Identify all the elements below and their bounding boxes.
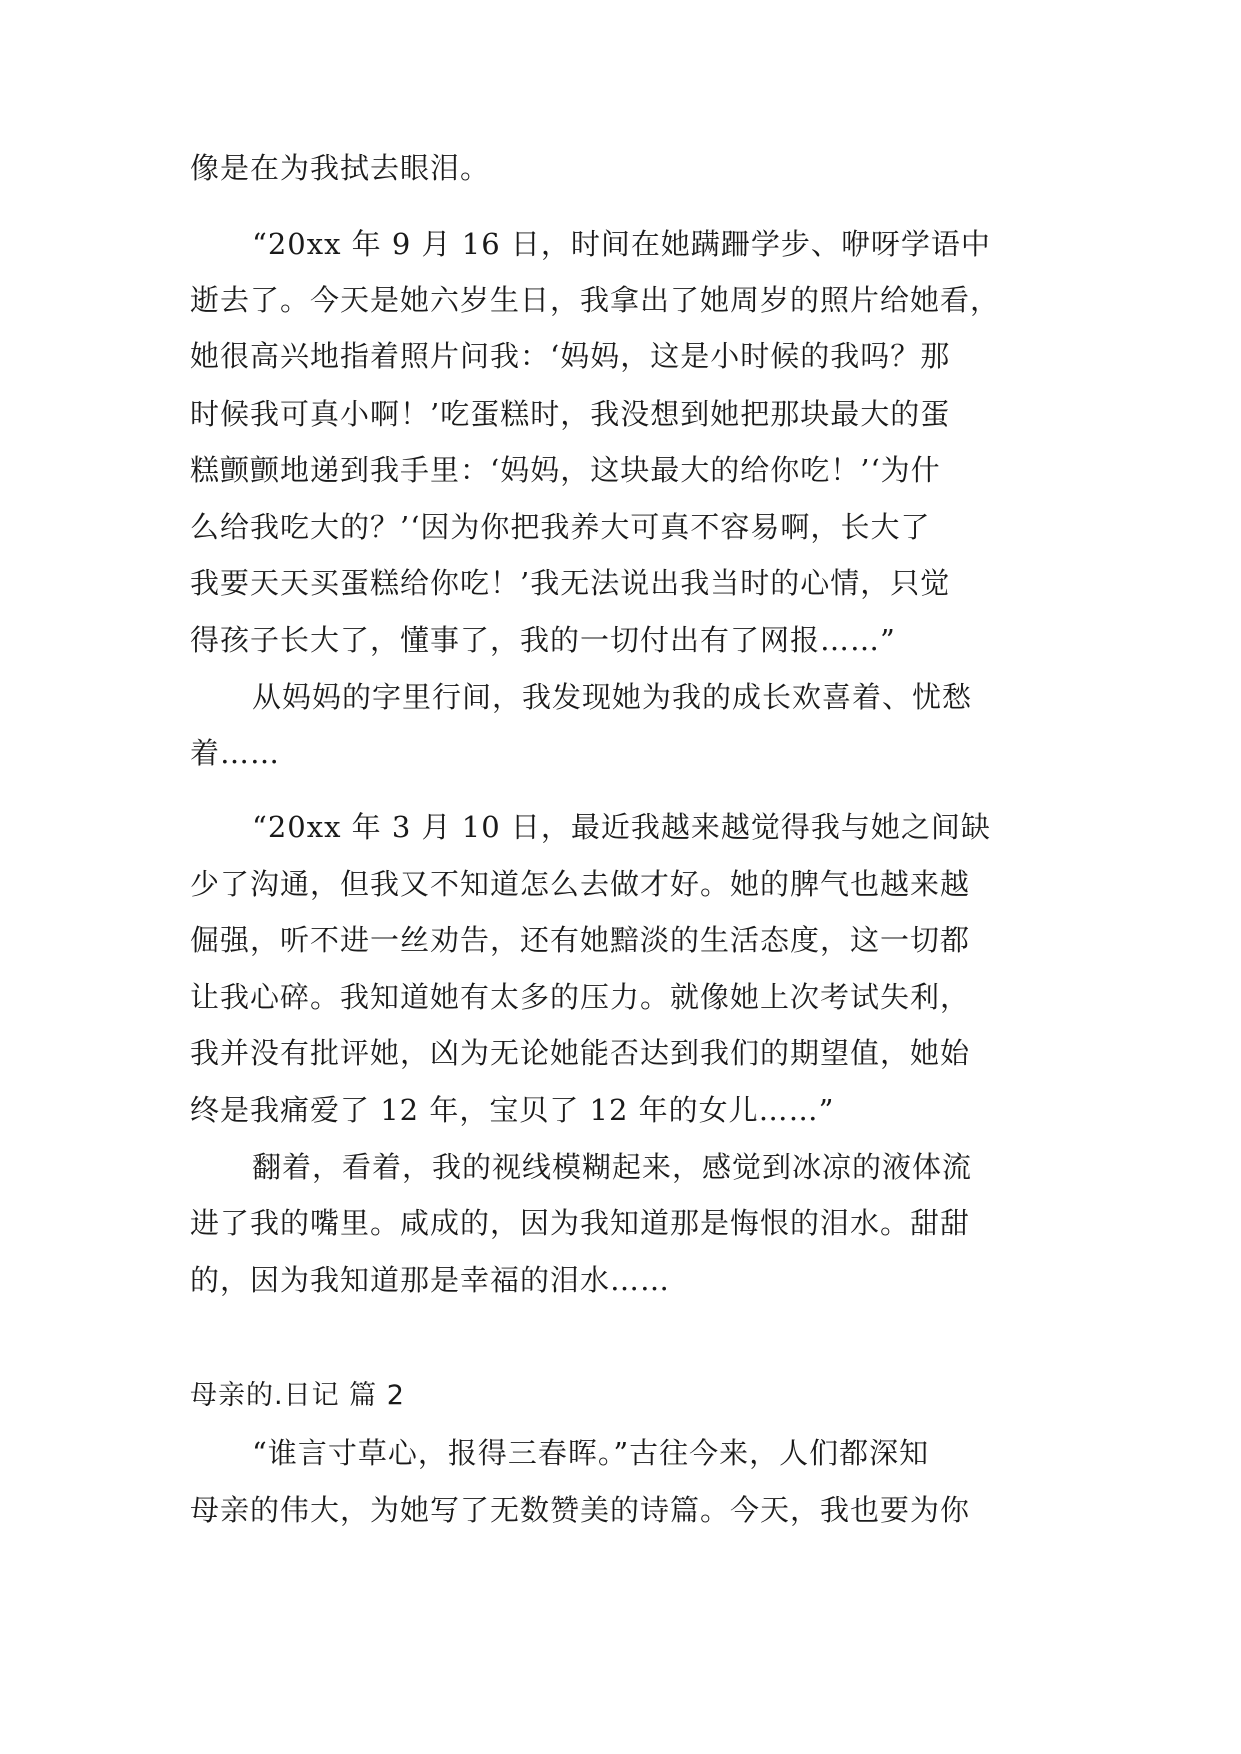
text-line: 我要天天买蛋糕给你吃！’我无法说出我当时的心情，只觉: [190, 566, 951, 600]
text-line: 么给我吃大的？’‘因为你把我养大可真不容易啊，长大了: [190, 510, 931, 544]
text-line: “20xx 年 9 月 16 日，时间在她蹒跚学步、咿呀学语中: [252, 227, 991, 261]
text-line: “谁言寸草心，报得三春晖。”古往今来，人们都深知: [252, 1436, 930, 1470]
text-line: 她很高兴地指着照片问我：‘妈妈，这是小时候的我吗？那: [190, 339, 951, 373]
text-line: 进了我的嘴里。咸成的，因为我知道那是悔恨的泪水。甜甜: [190, 1206, 971, 1240]
text-line: 翻着，看着，我的视线模糊起来，感觉到冰凉的液体流: [252, 1150, 973, 1184]
text-line: 母亲的伟大，为她写了无数赞美的诗篇。今天，我也要为你: [190, 1493, 971, 1527]
text-line: 的，因为我知道那是幸福的泪水……: [190, 1263, 671, 1297]
text-line: 少了沟通，但我又不知道怎么去做才好。她的脾气也越来越: [190, 867, 971, 901]
text-line: 我并没有批评她，凶为无论她能否达到我们的期望值，她始: [190, 1036, 971, 1070]
text-line: 逝去了。今天是她六岁生日，我拿出了她周岁的照片给她看，: [190, 283, 1001, 317]
text-line: 倔强，听不进一丝劝告，还有她黯淡的生活态度，这一切都: [190, 923, 971, 957]
text-line: 像是在为我拭去眼泪。: [190, 151, 491, 185]
text-line: “20xx 年 3 月 10 日，最近我越来越觉得我与她之间缺: [252, 810, 991, 844]
section-heading: 母亲的.日记 篇 2: [190, 1380, 405, 1411]
text-line: 得孩子长大了，懂事了，我的一切付出有了网报……”: [190, 623, 896, 657]
text-line: 时候我可真小啊！’吃蛋糕时，我没想到她把那块最大的蛋: [190, 397, 951, 431]
text-line: 着……: [190, 736, 281, 770]
text-line: 终是我痛爱了 12 年，宝贝了 12 年的女儿……”: [190, 1093, 835, 1127]
text-line: 让我心碎。我知道她有太多的压力。就像她上次考试失利，: [190, 980, 971, 1014]
text-line: 糕颤颤地递到我手里：‘妈妈，这块最大的给你吃！’‘为什: [190, 453, 941, 487]
text-line: 从妈妈的字里行间，我发现她为我的成长欢喜着、忧愁: [252, 680, 973, 714]
